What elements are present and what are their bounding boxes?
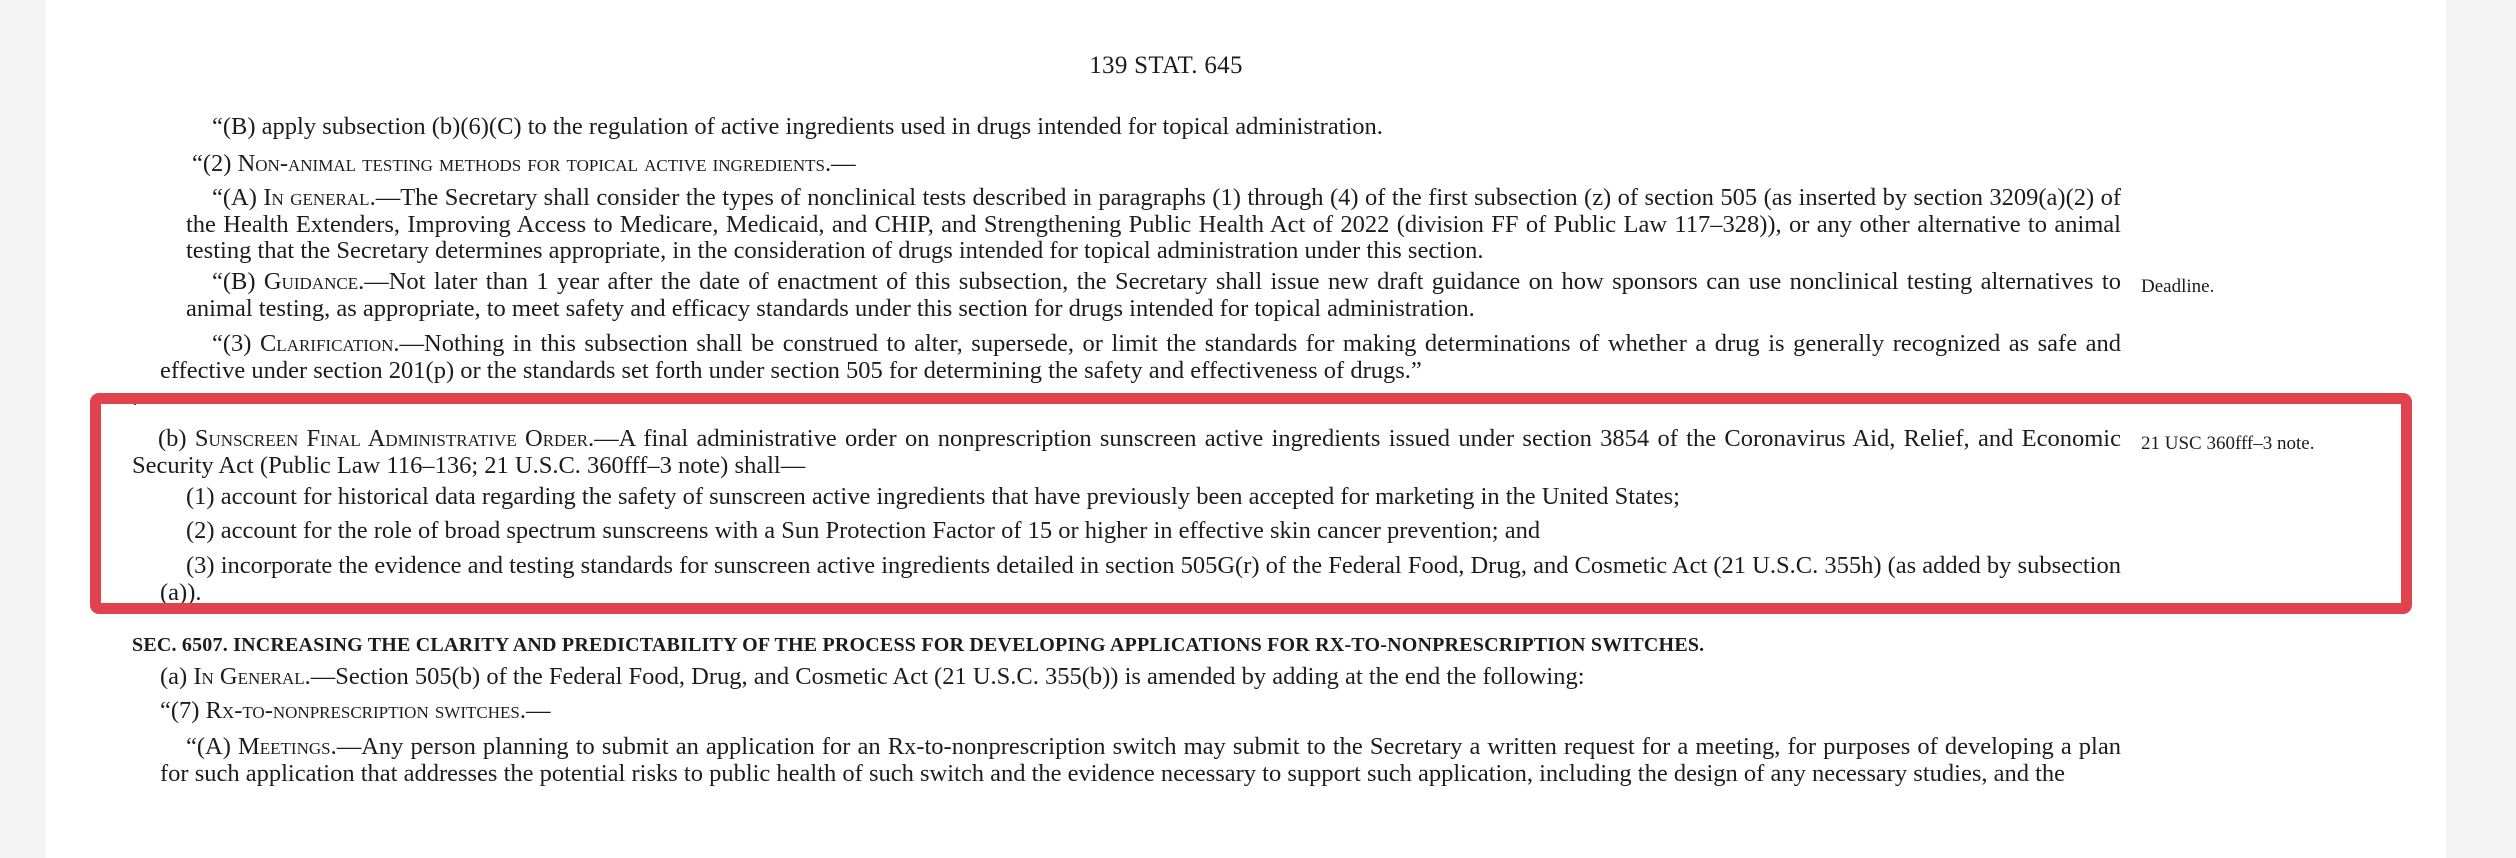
paragraph-a-meetings: “(A) Meetings.—Any person planning to submit an application for an Rx-to-nonprescription switch may submit to the Secretary a written request for a meeting, for purposes of developing a plan for such application that addresses the potential risks to public health of such switch and the evidence necessary to support such application, including the design of any necessary studies, and the [160, 733, 2121, 787]
paragraph-b-apply: “(B) apply subsection (b)(6)(C) to the regulation of active ingredients used in drugs intended for topical administration. [212, 113, 1383, 140]
paragraph-sunscreen-2: (2) account for the role of broad spectrum sunscreens with a Sun Protection Factor of 15 or higher in effective skin cancer prevention; and [186, 517, 1541, 544]
document-page [46, 0, 2446, 858]
paragraph-3-clarification: “(3) Clarification.—Nothing in this subsection shall be construed to alter, supersede, or limit the standards for making determinations of whether a drug is generally recognized as safe and effective under section 201(p) or the standards set forth under section 505 for determining the safety and effectiveness of drugs.” [160, 330, 2121, 384]
margin-note-usc: 21 USC 360fff–3 note. [2141, 433, 2315, 454]
paragraph-b-sunscreen: (b) Sunscreen Final Administrative Order.—A final administrative order on nonprescription sunscreen active ingredients issued under section 3854 of the Coronavirus Aid, Relief, and Economic Security Act (Public Law 116–136; 21 U.S.C. 360fff–3 note) shall— [132, 425, 2121, 479]
paragraph-a-in-general: “(A) In general.—The Secretary shall consider the types of nonclinical tests described in paragraphs (1) through (4) of the first subsection (z) of section 505 (as inserted by section 3209(a)(2) of the Health Extenders, Improving Access to Medicare, Medicaid, and CHIP, and Strengthening Public Health Act of 2022 (division FF of Public Law 117–328)), or any other alternative to animal testing that the Secretary determines appropriate, in the consideration of drugs intended for topical administration under this section. [186, 184, 2122, 264]
paragraph-2-heading: “(2) Non-animal testing methods for topical active ingredients.— [192, 150, 856, 177]
stray-mark: · [132, 394, 138, 414]
page-header: 139 STAT. 645 [1089, 52, 1243, 79]
paragraph-sunscreen-1: (1) account for historical data regarding the safety of sunscreen active ingredients that have previously been accepted for marketing in the United States; [186, 483, 1680, 510]
paragraph-b-guidance: “(B) Guidance.—Not later than 1 year after the date of enactment of this subsection, the Secretary shall issue new draft guidance on how sponsors can use nonclinical testing alternatives to animal testing, as appropriate, to meet safety and efficacy standards under this section for drugs intended for topical administration. [186, 268, 2121, 322]
paragraph-7-heading: “(7) Rx-to-nonprescription switches.— [160, 697, 551, 724]
paragraph-a-in-general-6507: (a) In General.—Section 505(b) of the Federal Food, Drug, and Cosmetic Act (21 U.S.C. 355(b)) is amended by adding at the end the following: [160, 663, 1585, 690]
margin-note-deadline: Deadline. [2141, 276, 2215, 297]
paragraph-sunscreen-3: (3) incorporate the evidence and testing standards for sunscreen active ingredients detailed in section 505G(r) of the Federal Food, Drug, and Cosmetic Act (21 U.S.C. 355h) (as added by subsection (a)). [160, 552, 2121, 606]
section-6507-heading: SEC. 6507. INCREASING THE CLARITY AND PREDICTABILITY OF THE PROCESS FOR DEVELOPING APPLICATIONS FOR RX-TO-NONPRESCRIPTION SWITCHES. [132, 634, 1705, 656]
